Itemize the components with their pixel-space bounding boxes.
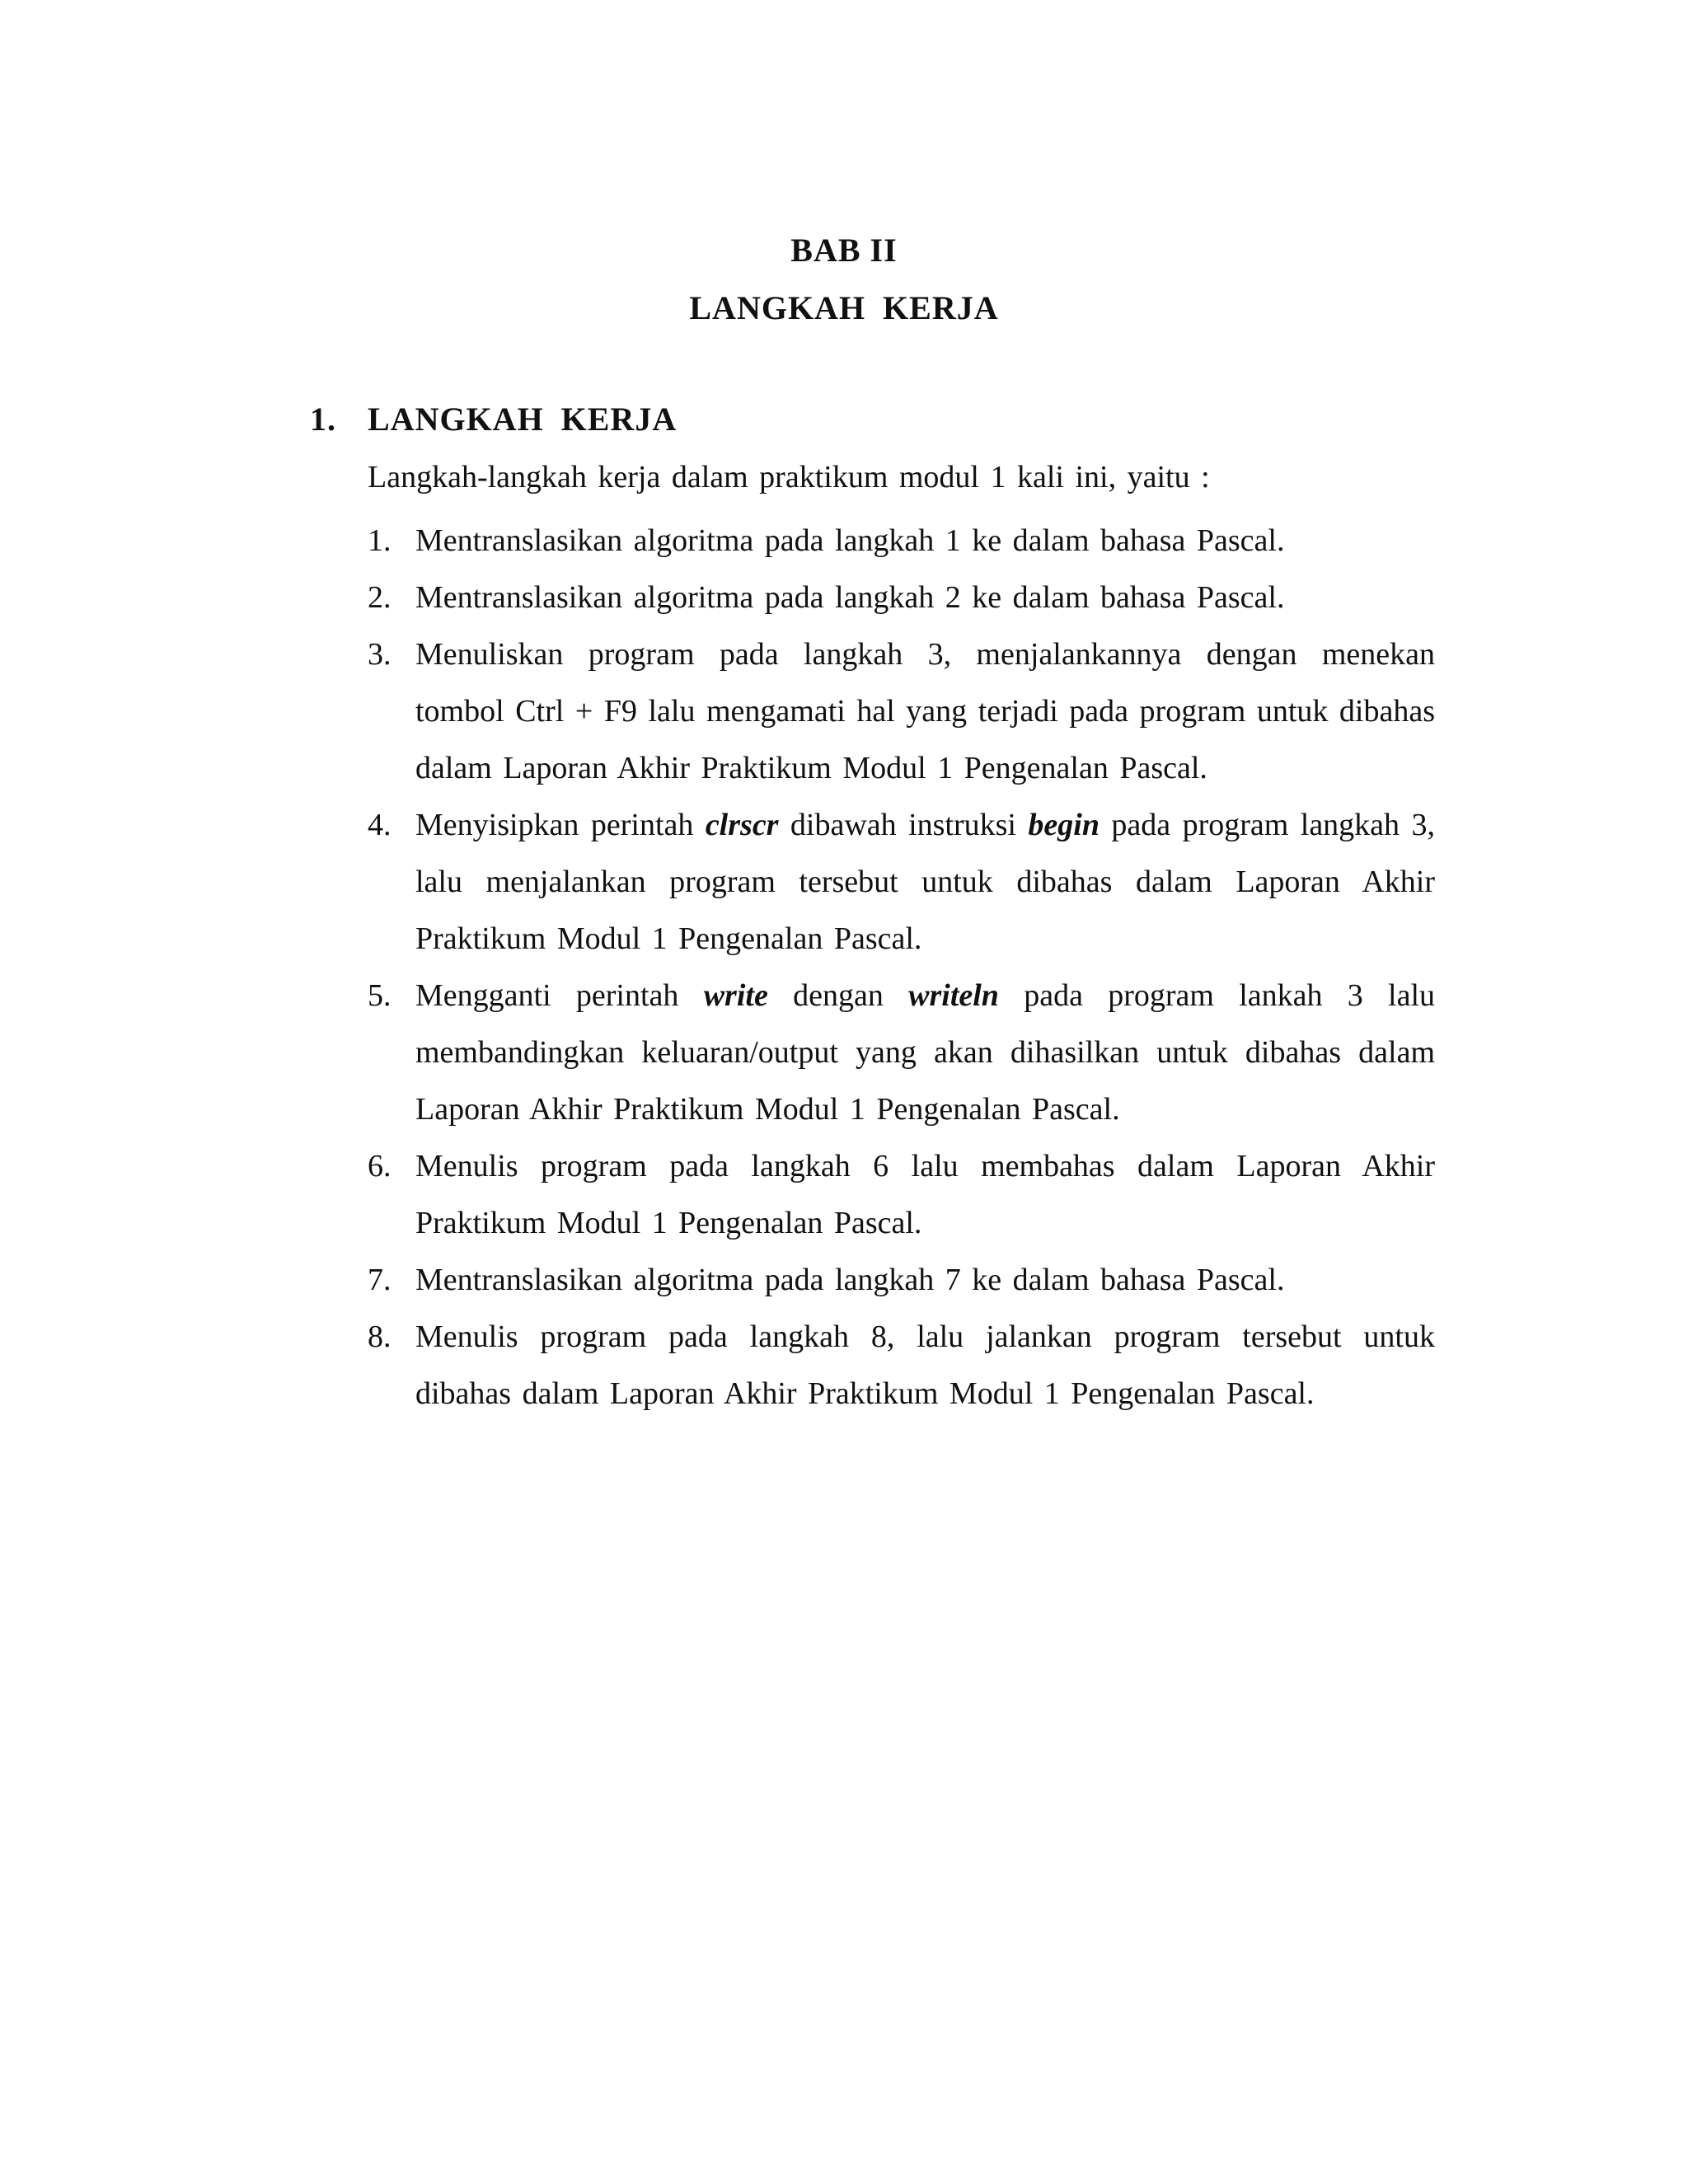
keyword-write: write (703, 978, 768, 1013)
steps-list (368, 513, 1435, 1422)
step-item (368, 1252, 1435, 1309)
step-text: Menulis program pada langkah 6 lalu membahas dalam Laporan Akhir Praktikum Modul 1 Pengenalan Pascal. (415, 1149, 1435, 1240)
step-marker: 6. (368, 1149, 392, 1183)
step-text: Menulis program pada langkah 8, lalu jalankan program tersebut untuk dibahas dalam Laporan Akhir Praktikum Modul 1 Pengenalan Pascal. (415, 1319, 1435, 1411)
step-item (368, 797, 1435, 968)
section-number: 1. (310, 401, 336, 438)
keyword-clrscr: clrscr (705, 808, 779, 842)
chapter-number: BAB II (790, 232, 898, 269)
section-heading (310, 400, 677, 439)
step-item (368, 569, 1435, 626)
step-text: Mentranslasikan algoritma pada langkah 1 ke dalam bahasa Pascal. (415, 523, 1285, 558)
step-marker: 1. (368, 523, 392, 558)
step-item (368, 1309, 1435, 1422)
keyword-writeln: writeln (908, 978, 999, 1013)
step-text-part: Mengganti perintah (415, 978, 679, 1013)
keyword-begin: begin (1028, 808, 1100, 842)
step-text: Mentranslasikan algoritma pada langkah 7 ke dalam bahasa Pascal. (415, 1263, 1285, 1297)
step-text-part: dibawah instruksi (790, 808, 1016, 842)
step-text: Mentranslasikan algoritma pada langkah 2 ke dalam bahasa Pascal. (415, 580, 1285, 615)
section-intro: Langkah-langkah kerja dalam praktikum modul 1 kali ini, yaitu : (368, 460, 1210, 494)
step-text-part: Menyisipkan perintah (415, 808, 694, 842)
step-marker: 3. (368, 637, 392, 672)
step-marker: 2. (368, 580, 392, 615)
step-item (368, 513, 1435, 569)
step-marker: 4. (368, 808, 392, 842)
step-marker: 8. (368, 1319, 392, 1354)
section-title: LANGKAH KERJA (368, 401, 678, 438)
step-text-part: pada program langkah 3, lalu menjalankan program tersebut untuk dibahas dalam Laporan Akhir Praktikum Modul 1 Pengenalan Pascal. (415, 808, 1435, 956)
chapter-title: LANGKAH KERJA (689, 289, 999, 326)
step-marker: 5. (368, 978, 392, 1013)
step-item (368, 968, 1435, 1138)
step-marker: 7. (368, 1263, 392, 1297)
step-text: Menuliskan program pada langkah 3, menjalankannya dengan menekan tombol Ctrl + F9 lalu mengamati hal yang terjadi pada program untuk dibahas dalam Laporan Akhir Praktikum Modul 1 Pengenalan Pascal. (415, 637, 1435, 785)
step-item (368, 626, 1435, 797)
step-text-part: dengan (793, 978, 884, 1013)
step-item (368, 1138, 1435, 1252)
step-text-part: pada program lankah 3 lalu membandingkan keluaran/output yang akan dihasilkan untuk dibahas dalam Laporan Akhir Praktikum Modul 1 Pengenalan Pascal. (415, 978, 1436, 1127)
